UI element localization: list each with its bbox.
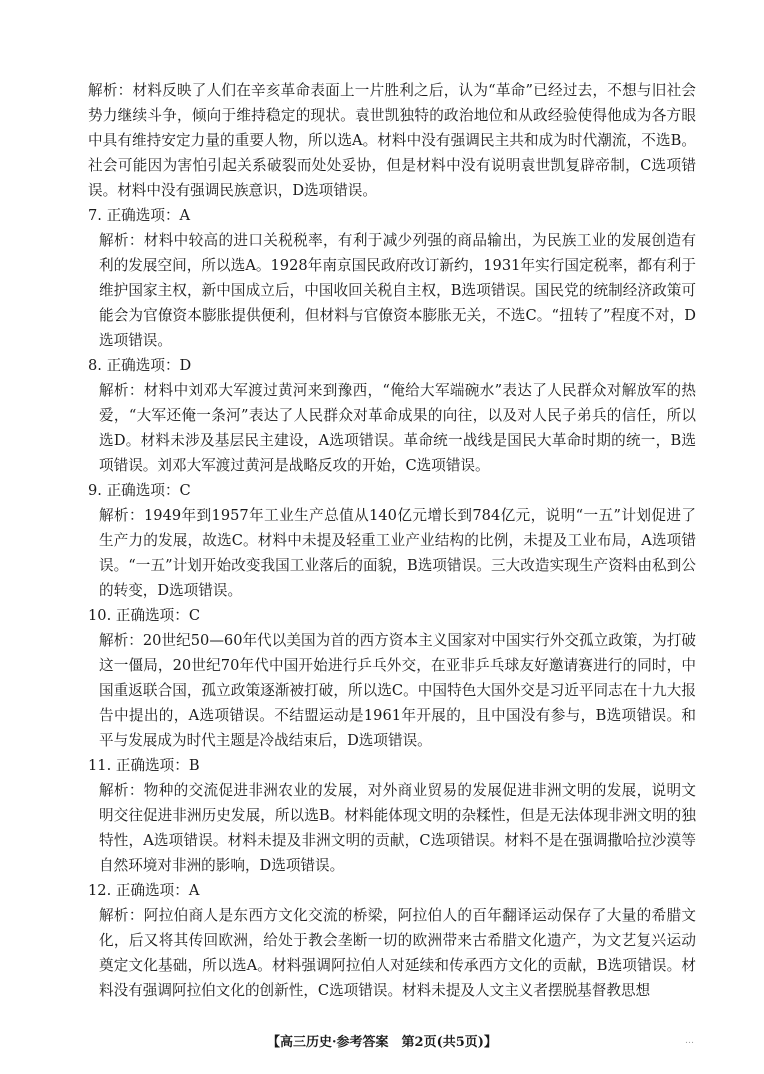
question-explanation: 解析：材料中刘邓大军渡过黄河来到豫西，“俺给大军端碗水”表达了人民群众对解放军的热爱，“大军还俺一条河”表达了人民群众对革命成果的向往，以及对人民子弟兵的信任，所以选D。材料未涉及基层民主建设，A选项错误。革命统一战线是国民大革命时期的统一，B选项错误。刘邓大军渡过黄河是战略反攻的开始，C选项错误。: [99, 382, 696, 474]
footer-mark: …: [685, 1036, 694, 1046]
question-heading: 8. 正确选项：D: [88, 357, 192, 374]
question-heading: 10. 正确选项：C: [88, 607, 200, 624]
answer-content: [88, 78, 696, 1003]
question-explanation: 解析：物种的交流促进非洲农业的发展，对外商业贸易的发展促进非洲文明的发展，说明文明交往促进非洲历史发展，所以选B。材料能体现文明的杂糅性，但是无法体现非洲文明的独特性，A选项错误。材料未提及非洲文明的贡献，C选项错误。材料不是在强调撒哈拉沙漠等自然环境对非洲的影响，D选项错误。: [99, 782, 696, 874]
question-12: [88, 878, 696, 1003]
question-10: [88, 603, 696, 753]
question-7: [88, 203, 696, 353]
question-heading: 12. 正确选项：A: [88, 882, 200, 899]
question-explanation: 解析：材料中较高的进口关税税率，有利于减少列强的商品输出，为民族工业的发展创造有利的发展空间，所以选A。1928年南京国民政府改订新约，1931年实行国定税率，都有利于维护国家主权，新中国成立后，中国收回关税自主权，B选项错误。国民党的统制经济政策可能会为官僚资本膨胀提供便利，但材料与官僚资本膨胀无关，不选C。“扭转了”程度不对，D选项错误。: [99, 232, 696, 349]
intro-paragraph: 解析：材料反映了人们在辛亥革命表面上一片胜利之后，认为“革命”已经过去，不想与旧社会势力继续斗争，倾向于维持稳定的现状。袁世凯独特的政治地位和从政经验使得他成为各方眼中具有维持安定力量的重要人物，所以选A。材料中没有强调民主共和成为时代潮流，不选B。社会可能因为害怕引起关系破裂而处处妥协，但是材料中没有说明袁世凯复辟帝制，C选项错误。材料中没有强调民族意识，D选项错误。: [88, 82, 696, 199]
question-9: [88, 478, 696, 603]
question-explanation: 解析：20世纪50—60年代以美国为首的西方资本主义国家对中国实行外交孤立政策，为打破这一僵局，20世纪70年代中国开始进行乒乓外交，在亚非乒乓球友好邀请赛进行的同时，中国重返联合国，孤立政策逐渐被打破，所以选C。中国特色大国外交是习近平同志在十九大报告中提出的，A选项错误。不结盟运动是1961年开展的，且中国没有参与，B选项错误。和平与发展成为时代主题是冷战结束后，D选项错误。: [99, 632, 696, 749]
question-heading: 9. 正确选项：C: [88, 482, 191, 499]
question-heading: 7. 正确选项：A: [88, 207, 191, 224]
question-explanation: 解析：1949年到1957年工业生产总值从140亿元增长到784亿元，说明“一五”计划促进了生产力的发展，故选C。材料中未提及轻重工业产业结构的比例，未提及工业布局，A选项错误。“一五”计划开始改变我国工业落后的面貌，B选项错误。三大改造实现生产资料由私到公的转变，D选项错误。: [99, 507, 696, 599]
question-explanation: 解析：阿拉伯商人是东西方文化交流的桥梁，阿拉伯人的百年翻译运动保存了大量的希腊文化，后又将其传回欧洲，给处于教会垄断一切的欧洲带来古希腊文化遗产，为文艺复兴运动奠定文化基础，所以选A。材料强调阿拉伯人对延续和传承西方文化的贡献，B选项错误。材料没有强调阿拉伯文化的创新性，C选项错误。材料未提及人文主义者摆脱基督教思想: [99, 907, 696, 999]
page-footer: 【高三历史·参考答案 第2页(共5页)】: [267, 1035, 497, 1050]
question-11: [88, 753, 696, 878]
question-heading: 11. 正确选项：B: [88, 757, 200, 774]
question-8: [88, 353, 696, 478]
